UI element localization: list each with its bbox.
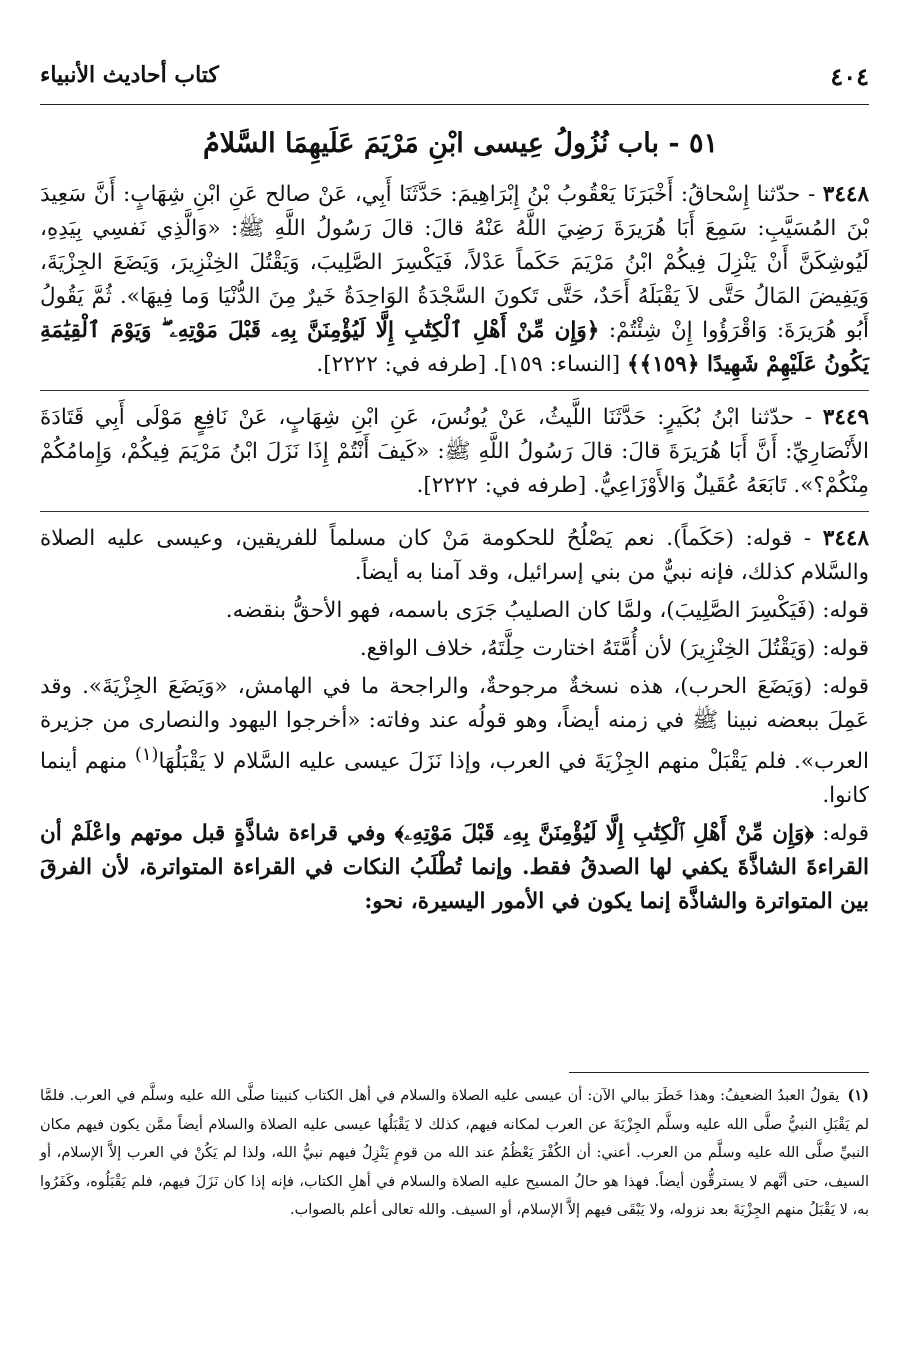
page-number: ٤٠٤ xyxy=(830,62,869,91)
hadith-text: - حدّثنا إِسْحاقُ: أَخْبَرَنَا يَعْقُوبُ بْنُ إِبْرَاهِيمَ: حَدَّثَنَا أَبِي، عَنْ صالح عَنِ ابْنِ شِهَابٍ: أَنَّ سَعِيدَ بْنَ المُسَيَّبِ: سَمِعَ أَبَا هُرَيرَةَ رَضِيَ اللَّهُ عَنْهُ قالَ: قالَ رَسُولُ اللَّهِ ﷺ: «وَالَّذِي نَفسِي بِيَدِهِ، لَيُوشِكَنَّ أَنْ يَنْزِلَ فِيكُمْ ابْنُ مَرْيَمَ حَكَماً عَدْلاً، فَيَكْسِرَ الصَّلِيبَ، وَيَقْتُلَ الخِنْزِيرَ، وَيَضَعَ الجِزْيَةَ، وَيَفِيضَ المَالُ حَتَّى لاَ يَقْبَلَهُ أَحَدٌ، حَتَّى تَكونَ السَّجْدَةُ الوَاحِدَةُ خَيرٌ مِنَ الدُّنْيَا وَما فِيهَا». ثُمَّ يَقُولُ أَبُو هُرَيرَةَ: وَاقْرَؤُوا إِنْ شِئْتُمْ: xyxy=(40,182,869,343)
quran-verse: ﴿وَإِن مِّنْ أَهْلِ ٱلْكِتَٰبِ إِلَّا لَيُؤْمِنَنَّ بِهِۦ قَبْلَ مَوْتِهِۦ﴾ xyxy=(394,821,814,847)
hadith-3449 xyxy=(40,401,869,503)
book-title: كتاب أحاديث الأنبياء xyxy=(40,62,219,88)
header-divider xyxy=(40,104,869,105)
main-text xyxy=(40,178,869,923)
footnote-reference[interactable]: (١) xyxy=(134,744,159,765)
commentary-number: ٣٤٤٨ xyxy=(822,526,869,551)
commentary-paragraph xyxy=(40,522,869,590)
footnote-marker: (١) xyxy=(847,1087,869,1104)
commentary-text: منهم أينما كانوا. xyxy=(40,749,869,809)
commentary-paragraph: قوله: (فَيَكْسِرَ الصَّلِيبَ)، ولمَّا كان الصليبُ جَرَى باسمه، فهو الأحقُّ بنقضه. xyxy=(225,598,869,623)
footnote xyxy=(40,1082,869,1225)
footnote-text: يقولُ العبدُ الضعيفُ: وهذا خَطَرَ ببالي الآن: أن عيسى عليه الصلاة والسلام في أهل الكتاب كنبينا صلَّى الله عليه وسلَّم في العرب. فلمَّا لم يَقْبَلِ النبيُّ صلَّى الله عليه وسلَّم الجِزْيَةَ عن العرب لمكانه فيهم، كذلك لا يَقْبَلُها عيسى عليه الصلاة والسلام أيضاً ممَّن يكون فيهم مكان النبيِّ صلَّى الله عليه وسلَّم من العرب. أعني: أن الكُفْرَ يَعْظُمُ عند الله من قومٍ يَنْزِلُ فيهم نبيُّ الله، ولذا لم يَكُنْ في العرب إلاَّ الإسلام، أو السيف، حتى أنَّهم لا يسترقُّون أيضاً. فهذا هو حالُ المسيح عليه الصلاة والسلام في أهلِ الكتاب، فإنه إذا كان نَزَلَ فيهم، فلم يَقْبَلُوه، وكَفَرُوا به، لا يَقْبَلُ منهم الجِزْيَةَ بعد نزوله، ولا يَبْقَى فيهم إلاَّ الإسلام، أو السيف. والله تعالى أعلم بالصواب. xyxy=(40,1088,869,1218)
commentary-text: قوله: xyxy=(813,821,869,847)
commentary-paragraph: قوله: (وَيَقْتُلَ الخِنْزِيرَ) لأن أُمَّتَهُ اختارت حِلَّتَهُ، خلاف الواقع. xyxy=(359,636,869,661)
footnote-divider xyxy=(569,1072,869,1073)
commentary-paragraph xyxy=(40,670,869,813)
hadith-number: ٣٤٤٨ xyxy=(822,182,869,207)
section-divider xyxy=(40,390,869,391)
hadith-reference: [النساء: ١٥٩]. [طرفه في: ٢٢٢٢]. xyxy=(316,352,627,377)
commentary-paragraph xyxy=(40,817,869,919)
hadith-3448 xyxy=(40,178,869,382)
commentary-text: قوله: (وَيَضَعَ الحرب)، هذه نسخةٌ مرجوحةٌ، والراجحة ما في الهامش، «وَيَضَعَ الجِزْيَةَ». وقد عَمِلَ ببعضه نبينا ﷺ في زمنه أيضاً، وهو قولُه عند وفاته: «أخرجوا اليهود والنصارى من جزيرة العرب». فلم يَقْبَلْ منهم الجِزْيَةَ في العرب، وإذا نَزَلَ عيسى عليه السَّلام لا يَقْبَلُهَا xyxy=(40,674,869,775)
hadith-number: ٣٤٤٩ xyxy=(822,405,869,430)
quran-verse: ﴿وَإِن مِّنْ أَهْلِ ٱلْكِتَٰبِ إِلَّا لَيُؤْمِنَنَّ بِهِۦ قَبْلَ مَوْتِهِۦ ۖ وَيَوْمَ ٱلْقِيَٰمَةِ يَكُونُ عَلَيْهِمْ شَهِيدًا ﴿١٥٩﴾﴾ xyxy=(40,318,869,377)
section-divider xyxy=(40,511,869,512)
commentary-text: - قوله: (حَكَماً). نعم يَصْلُحُ للحكومة مَنْ كان مسلماً للفريقين، وعيسى عليه الصلاة والسَّلام كذلك، فإنه نبيٌّ من بني إسرائيل، وقد آمنا به أيضاً. xyxy=(40,526,869,585)
running-header xyxy=(40,60,869,100)
chapter-title: ٥١ - باب نُزُولُ عِيسى ابْنِ مَرْيَمَ عَلَيهِمَا السَّلامُ xyxy=(202,128,719,159)
commentary-text: وفي قراءة شاذَّةٍ قبل موتهم واعْلَمْ أن القراءةَ الشاذَّةَ يكفي لها الصدقُ فقط. وإنما تُطْلَبُ النكات في القراءة المتواترة، لأن الفرقَ بين المتواترة والشاذَّة إنما يكون في الأمور اليسيرة، نحو: xyxy=(40,821,869,915)
hadith-text: - حدّثنا ابْنُ بُكَيرٍ: حَدَّثَنَا اللَّيثُ، عَنْ يُونُسَ، عَنِ ابْنِ شِهَابٍ، عَنْ نَافِعٍ مَوْلَى أَبِي قَتَادَةَ الأَنْصَارِيِّ: أَنَّ أَبَا هُرَيرَةَ قالَ: قالَ رَسُولُ اللَّهِ ﷺ: «كَيفَ أَنْتُمْ إِذَا نَزَلَ ابْنُ مَرْيَمَ فِيكُمْ، وَإِمامُكُمْ مِنْكُمْ؟». تَابَعَهُ عُقَيلٌ وَالأَوْزَاعِيُّ. [طرفه في: ٢٢٢٢]. xyxy=(40,405,869,498)
